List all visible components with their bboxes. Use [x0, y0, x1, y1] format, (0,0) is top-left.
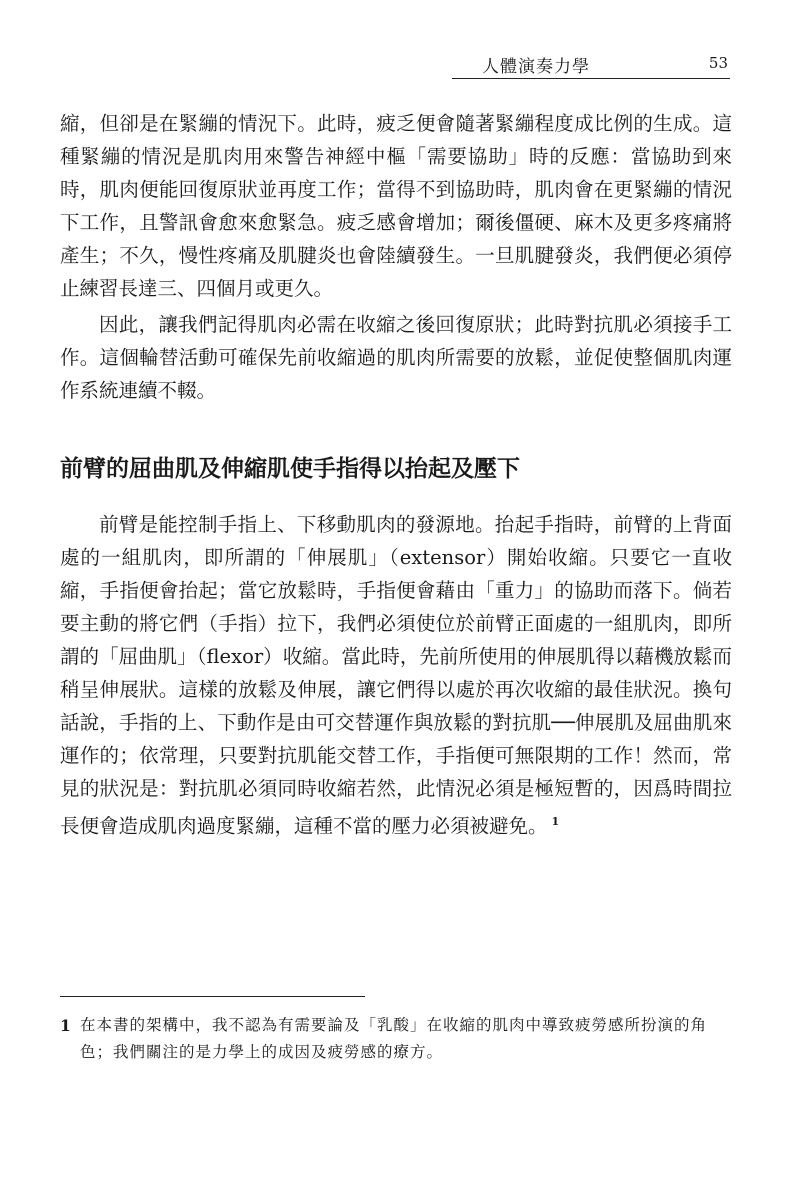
- section-heading: 前臂的屈曲肌及伸縮肌使手指得以抬起及壓下: [60, 455, 520, 482]
- section-paragraph-text: 前臂是能控制手指上、下移動肌肉的發源地。抬起手指時，前臂的上背面處的一組肌肉，即所謂的「伸展肌」（extensor）開始收縮。只要它一直收縮，手指便會抬起；當它放鬆時，手指便會藉由「重力」的協助而落下。倘若要主動的將它們（手指）拉下，我們必須使位於前臂正面處的一組肌肉，即所謂的「屈曲肌」（flexor）收縮。當此時，先前所使用的伸展肌得以藉機放鬆而稍呈伸展狀。這樣的放鬆及伸展，讓它們得以處於再次收縮的最佳狀況。換句話說，手指的上、下動作是由可交替運作與放鬆的對抗肌──伸展肌及屈曲肌來運作的；依常理，只要對抗肌能交替工作，手指便可無限期的工作！然而，常見的狀況是：對抗肌必須同時收縮若然，此情況必須是極短暫的，因爲時間拉長便會造成肌肉過度緊繃，這種不當的壓力必須被避免。: [60, 513, 732, 838]
- section-paragraph: [60, 508, 732, 838]
- footnote-divider: [60, 996, 365, 997]
- paragraph-2: 因此，讓我們記得肌肉必需在收縮之後回復原狀；此時對抗肌必須接手工作。這個輪替活動可確保先前收縮過的肌肉所需要的放鬆，並促使整個肌肉運作系統連續不輟。: [60, 313, 732, 402]
- footnote: [60, 1012, 732, 1066]
- header-title: 人體演奏力學: [482, 57, 590, 77]
- page-number: 53: [708, 54, 728, 72]
- footnote-number: 1: [60, 1016, 71, 1035]
- footnote-reference: 1: [551, 815, 560, 828]
- footnote-text: 在本書的架構中，我不認為有需要論及「乳酸」在收縮的肌肉中導致疲勞感所扮演的角色；我們關注的是力學上的成因及疲勞感的療方。: [80, 1016, 708, 1061]
- running-header: [452, 52, 730, 79]
- paragraph-1: 縮，但卻是在緊繃的情況下。此時，疲乏便會隨著緊繃程度成比例的生成。這種緊繃的情況是肌肉用來警告神經中樞「需要協助」時的反應：當協助到來時，肌肉便能回復原狀並再度工作；當得不到協助時，肌肉會在更緊繃的情況下工作，且警訊會愈來愈緊急。疲乏感會增加；爾後僵硬、麻木及更多疼痛將產生；不久，慢性疼痛及肌腱炎也會陸續發生。一旦肌腱發炎，我們便必須停止練習長達三、四個月或更久。: [60, 112, 732, 300]
